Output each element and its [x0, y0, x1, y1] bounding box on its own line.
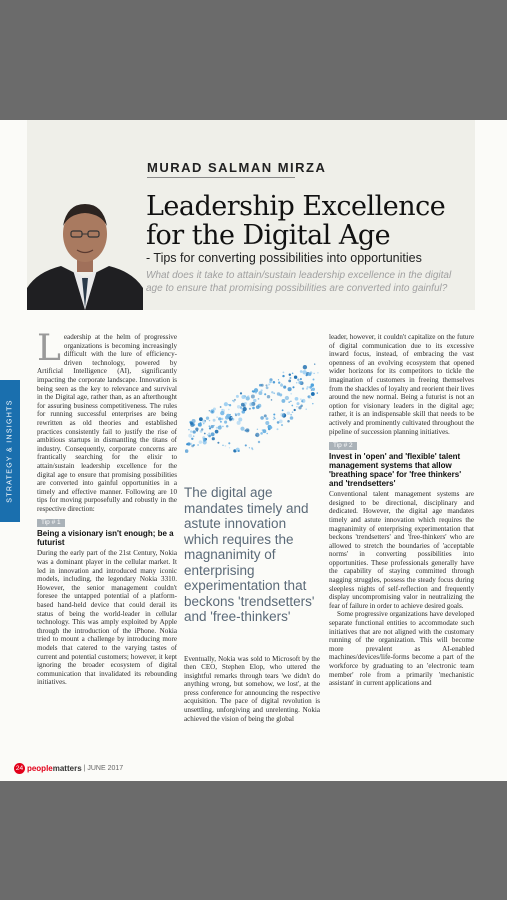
article-title: Leadership Excellence for the Digital Age [146, 191, 446, 251]
viewer-top-bar [0, 0, 507, 120]
intro-text: eadership at the helm of progressive organizations is becoming increasingly difficult with the lure of efficiency-driven technology, powered by Artificial Intelligence (AI), significantly impacting the corporate landscape. Innovation is being seen as the key to relevance and survival in the Digital age, rather than, as an afterthought for assuring business competitiveness. The rules for running successful enterprises are being rewritten as old theories and established practices consistently fail to justify the rise of ambitious startups in dismantling the titans of industry. Consequently, corporate concerns are frantically searching for the elixir to attain/sustain leadership excellence for the digital age to ensure that promising possibilities are converted into gainful opportunities in a timely and effective manner. Following are 10 tips for moving purposefully and robustly in the respective direction: [37, 333, 177, 513]
issue-date: | JUNE 2017 [83, 765, 124, 772]
column-3 [329, 333, 474, 688]
tip-1-heading: Being a visionary isn't enough; be a futurist [37, 529, 174, 548]
drop-cap: L [37, 328, 61, 369]
article-subtitle: - Tips for converting possibilities into opportunities [146, 251, 422, 265]
author-photo [27, 186, 143, 310]
section-tab-label: STRATEGY & INSIGHTS [6, 399, 14, 503]
pull-quote: The digital age mandates timely and astute innovation which requires the magnanimity of enterprising experimentation that beckons 'trendsetters' and 'free-thinkers' [184, 485, 315, 624]
column-3-intro: leader, however, it couldn't capitalize on the future of digital communication due to its excessive inward focus, instead, of embracing the vast openness of an evolving ecosystem that opened wider horizons for its competitors to tickle the imagination of customers in freeing themselves from the shackles of loyalty and reorient their lives around the new normal. Being a futurist is not an option for visionary leaders in the digital age; rather, it is an indispensable skill that needs to be actively and prominently cultivated throughout the pipeline of succession planning initiatives. [329, 333, 474, 436]
tip-1-badge: Tip # 1 [37, 519, 65, 527]
column-2-body: Eventually, Nokia was sold to Microsoft by the then CEO, Stephen Elop, who uttered the insightful remarks through tears 'we didn't do anything wrong, but somehow, we lost', at the press conference for announcing the respective acquisition. The pace of digital revolution is unsettling, unforgiving and unrelenting. Nokia achieved the vision of being the global [184, 654, 320, 723]
page-footer [14, 763, 123, 774]
magazine-page [0, 120, 507, 781]
tip-2-body-continued: Some progressive organizations have developed separate functional entities to accommodate such initiatives that are not aligned with the customary running of the organization. This will become more prevalent as AI-enabled machines/devices/life-forms become a part of the workforce by graduating to an 'electronic team member' role from a primarily 'mechanistic assistant' in current applications and [329, 610, 474, 688]
intro-paragraph [37, 328, 177, 513]
viewer-bottom-bar [0, 781, 507, 900]
article-deck: What does it take to attain/sustain leadership excellence in the digital age to ensure that promising possibilities are converted into gainful? [146, 270, 452, 294]
column-1 [37, 328, 177, 687]
tip-2-body: Conventional talent management systems are designed to be directional, disciplinary and dedicated. However, the digital age mandates timely and astute innovation which requires the magnanimity of enterprising experimentation that beckons 'trendsetters' and 'free-thinkers' who are allowed to stretch the boundaries of 'acceptable norms' in converting possibilities into opportunities. These professionals generally have the capability of staying committed through nagging struggles, possess the steady focus during sleepless nights of self-reflection and frequently display uncompromising valor in neutralizing the fear of failure in order to achieve desired goals. [329, 490, 474, 610]
column-2 [184, 333, 320, 723]
tip-2-badge: Tip # 2 [329, 442, 357, 450]
page-number: 24 [15, 765, 24, 772]
tip-2-heading: Invest in 'open' and 'flexible' talent management systems that allow 'breathing space' for 'free thinkers' and 'trendsetters' [329, 452, 462, 489]
section-tab [0, 380, 20, 522]
author-name: MURAD SALMAN MIRZA [147, 160, 327, 175]
tip-1-body: During the early part of the 21st Century, Nokia was a dominant player in the cellular market. It led in innovation and introduced many iconic models, including, the legendary Nokia 3310. However, the senior management couldn't foresee the untapped potential of a platform-based hand-held device that could derail its status of being the world-leader in cellular technology. This was amply exploited by Apple through the introduction of the iPhone. Nokia tried to mount a challenge by introducing more models that catered to the varying tastes of current and potential customers; however, it kept ignoring the broader ecosystem of digital communication that invalidated its rebounding initiatives. [37, 549, 177, 687]
author-divider [147, 177, 295, 178]
brand-logo: peoplematters [26, 764, 82, 773]
